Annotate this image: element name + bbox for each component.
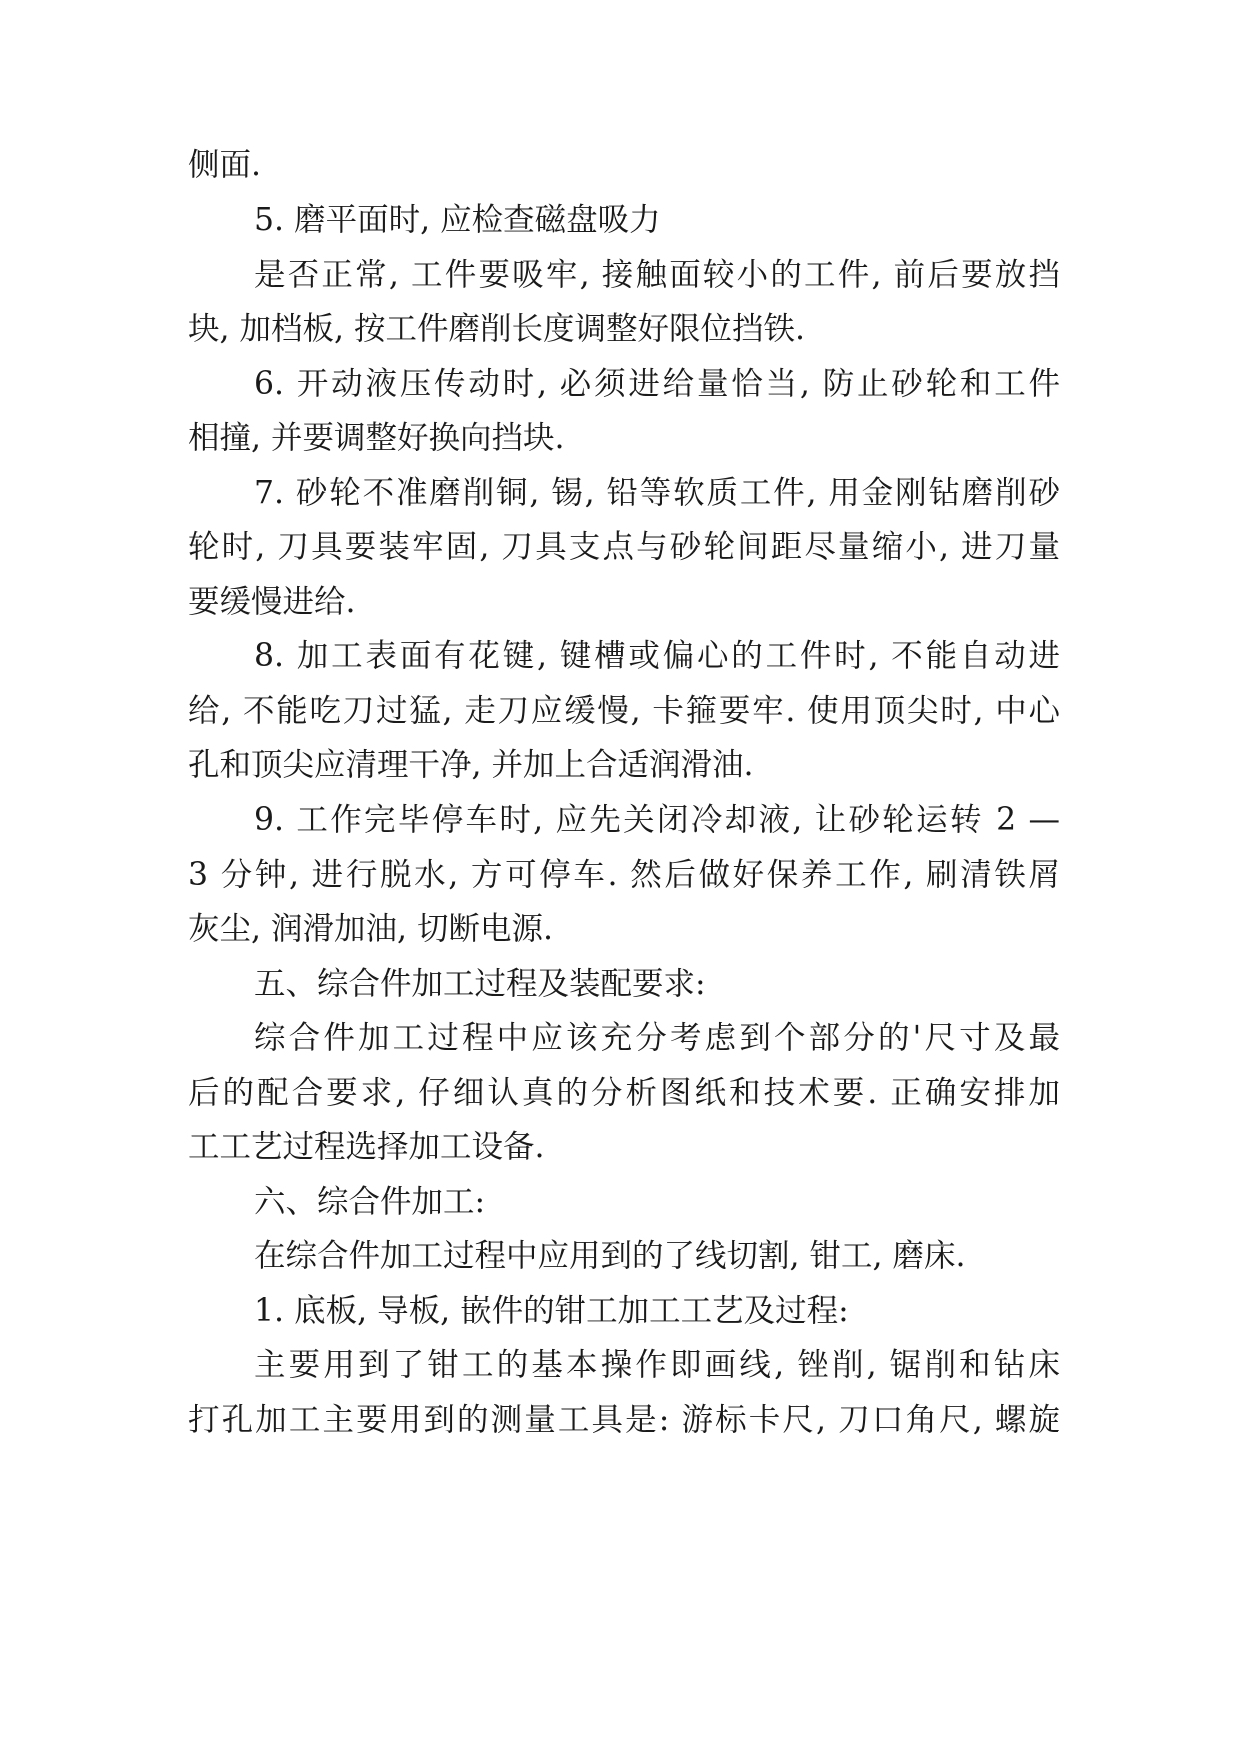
text-line: 灰尘, 润滑加油, 切断电源. [188, 911, 554, 947]
section-heading: 六、综合件加工: [254, 1184, 486, 1220]
text-line: 1. 底板, 导板, 嵌件的钳工加工工艺及过程: [254, 1293, 849, 1329]
text-line: 侧面. [188, 147, 262, 183]
text-line: 后的配合要求, 仔细认真的分析图纸和技术要. 正确安排加 [188, 1075, 1060, 1111]
text-line: 8. 加工表面有花键, 键槽或偏心的工件时, 不能自动进 [254, 638, 1060, 674]
text-line: 工工艺过程选择加工设备. [188, 1129, 545, 1165]
text-line: 给, 不能吃刀过猛, 走刀应缓慢, 卡箍要牢. 使用顶尖时, 中心 [188, 693, 1060, 729]
text-line: 打孔加工主要用到的测量工具是: 游标卡尺, 刀口角尺, 螺旋 [188, 1402, 1060, 1438]
text-line: 主要用到了钳工的基本操作即画线, 锉削, 锯削和钻床 [254, 1347, 1060, 1383]
text-line: 3 分钟, 进行脱水, 方可停车. 然后做好保养工作, 刷清铁屑 [188, 857, 1060, 893]
text-line: 9. 工作完毕停车时, 应先关闭冷却液, 让砂轮运转 2 — [254, 802, 1060, 838]
text-line: 7. 砂轮不准磨削铜, 锡, 铅等软质工件, 用金刚钻磨削砂 [254, 475, 1060, 511]
text-line: 轮时, 刀具要装牢固, 刀具支点与砂轮间距尽量缩小, 进刀量 [188, 529, 1060, 565]
text-line: 块, 加档板, 按工件磨削长度调整好限位挡铁. [188, 311, 806, 347]
text-line: 孔和顶尖应清理干净, 并加上合适润滑油. [188, 747, 754, 783]
text-line: 5. 磨平面时, 应检查磁盘吸力 [254, 202, 661, 238]
text-line: 是否正常, 工件要吸牢, 接触面较小的工件, 前后要放挡 [254, 257, 1060, 293]
text-line: 在综合件加工过程中应用到的了线切割, 钳工, 磨床. [254, 1238, 966, 1274]
text-line: 6. 开动液压传动时, 必须进给量恰当, 防止砂轮和工件 [254, 366, 1060, 402]
text-line: 综合件加工过程中应该充分考虑到个部分的'尺寸及最 [254, 1020, 1060, 1056]
text-line: 相撞, 并要调整好换向挡块. [188, 420, 565, 456]
section-heading: 五、综合件加工过程及装配要求: [254, 966, 706, 1002]
text-line: 要缓慢进给. [188, 584, 356, 620]
